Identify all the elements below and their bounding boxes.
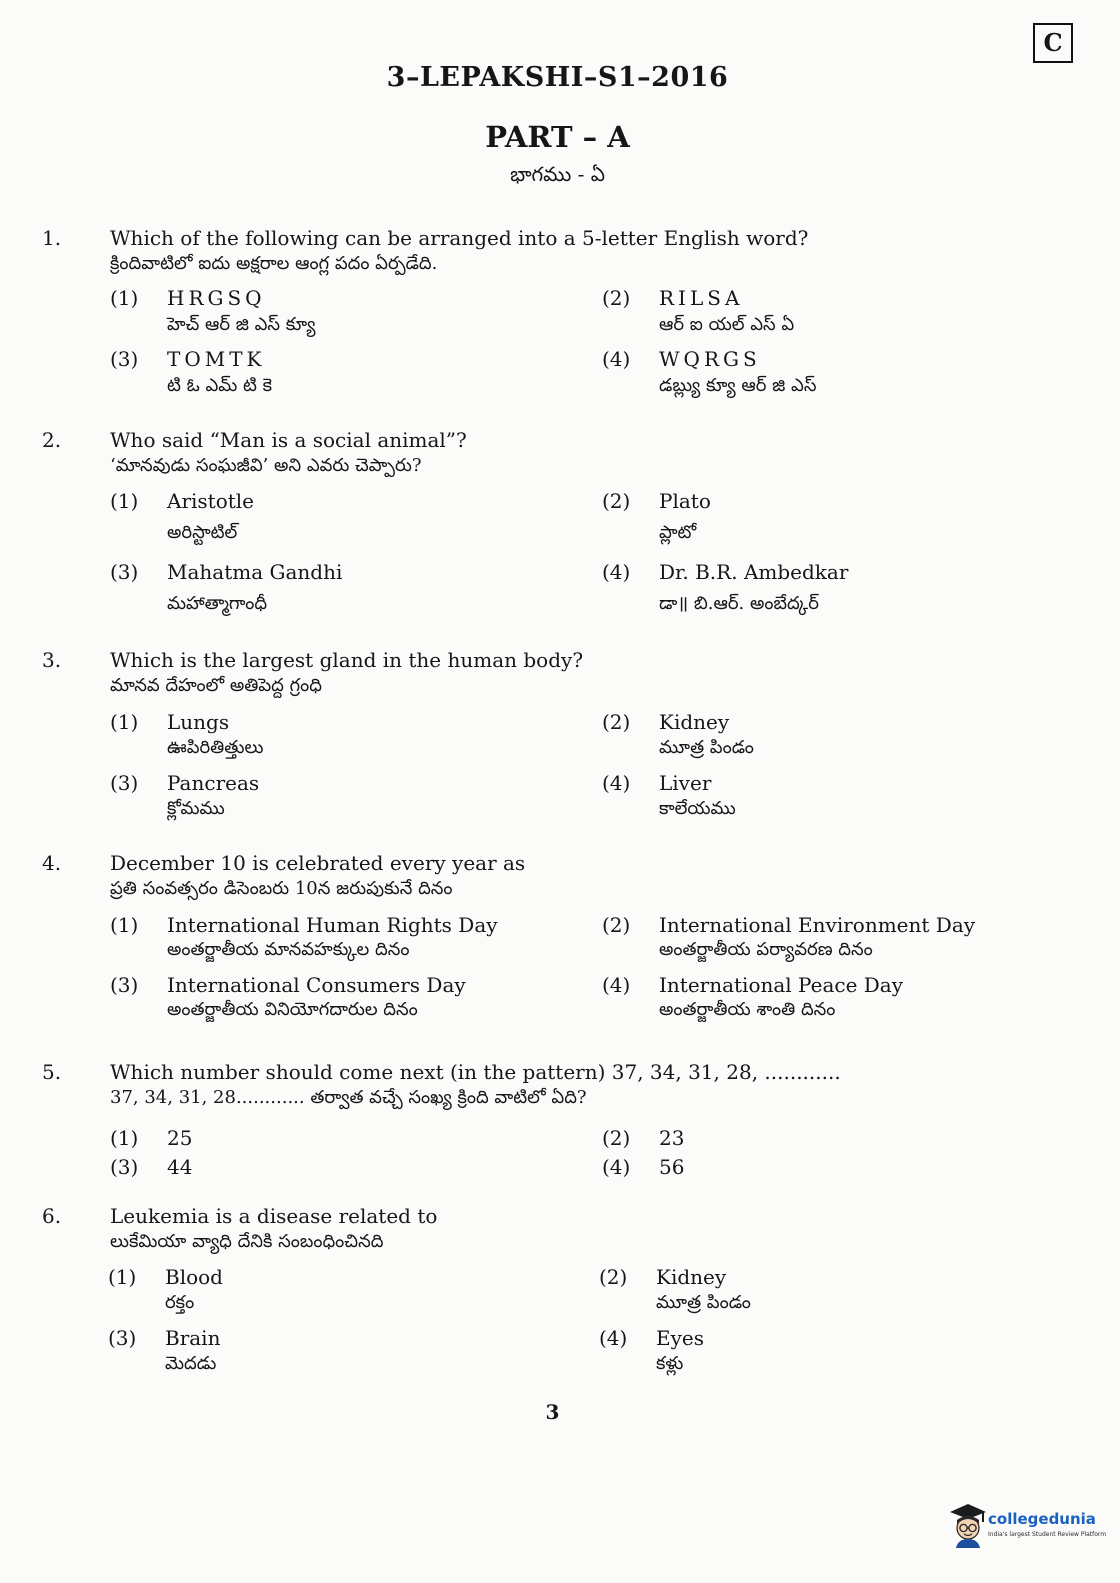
option-text: 23 xyxy=(659,1126,685,1150)
option-number: (4) xyxy=(602,560,631,584)
graduate-mascot-icon xyxy=(946,1500,988,1548)
option-text-telugu: మెదడు xyxy=(165,1353,217,1374)
option-number: (4) xyxy=(602,347,631,371)
option-text: Liver xyxy=(659,771,712,795)
option-number: (1) xyxy=(110,489,139,513)
question-text: Which number should come next (in the pattern) 37, 34, 31, 28, ............ xyxy=(110,1060,841,1084)
option-number: (2) xyxy=(602,710,631,734)
question-number: 6. xyxy=(42,1204,62,1228)
question-text-telugu: క్రిందివాటిలో ఐదు అక్షరాల ఆంగ్ల పదం ఏర్పడేది. xyxy=(110,253,438,274)
option-text: Brain xyxy=(165,1326,221,1350)
option-text-telugu: మూత్ర పిండం xyxy=(659,737,754,758)
option-number: (3) xyxy=(108,1326,137,1350)
option-number: (4) xyxy=(602,973,631,997)
option-text-telugu: ఊపిరితిత్తులు xyxy=(167,737,264,758)
option-number: (2) xyxy=(599,1265,628,1289)
option-number: (4) xyxy=(602,771,631,795)
option-text: HRGSQ xyxy=(167,286,266,310)
option-number: (2) xyxy=(602,1126,631,1150)
option-text: 44 xyxy=(167,1155,193,1179)
option-text-telugu: క్లోమము xyxy=(167,798,225,819)
option-text-telugu: డబ్ల్యు క్యూ ఆర్ జి ఎస్ xyxy=(659,375,817,396)
option-number: (2) xyxy=(602,286,631,310)
question-text: Leukemia is a disease related to xyxy=(110,1204,438,1228)
option-text-telugu: ప్లాటో xyxy=(659,522,697,543)
option-text: International Consumers Day xyxy=(167,973,466,997)
option-text-telugu: కళ్లు xyxy=(656,1353,684,1374)
option-text-telugu: రక్తం xyxy=(165,1292,195,1313)
question-text-telugu: ప్రతి సంవత్సరం డిసెంబరు 10న జరుపుకునే దినం xyxy=(110,878,453,899)
option-number: (1) xyxy=(110,286,139,310)
option-text: Pancreas xyxy=(167,771,260,795)
option-text: Kidney xyxy=(656,1265,727,1289)
question-number: 5. xyxy=(42,1060,62,1084)
option-number: (3) xyxy=(110,560,139,584)
option-text: Aristotle xyxy=(167,489,255,513)
option-number: (1) xyxy=(108,1265,137,1289)
option-text: TOMTK xyxy=(167,347,266,371)
option-text: WQRGS xyxy=(659,347,761,371)
option-text: 25 xyxy=(167,1126,193,1150)
option-number: (3) xyxy=(110,1155,139,1179)
option-text-telugu: ఆర్ ఐ యల్ ఎస్ ఏ xyxy=(659,314,795,335)
question-text: December 10 is celebrated every year as xyxy=(110,851,526,875)
collegedunia-watermark xyxy=(946,1500,1106,1550)
question-text-telugu: మానవ దేహంలో అతిపెద్ద గ్రంధి xyxy=(110,675,322,696)
page-number: 3 xyxy=(545,1400,560,1424)
question-number: 1. xyxy=(42,226,62,250)
option-text-telugu: టి ఓ ఎమ్ టి కె xyxy=(167,375,273,396)
option-text: Dr. B.R. Ambedkar xyxy=(659,560,849,584)
option-text: Kidney xyxy=(659,710,730,734)
option-number: (3) xyxy=(110,771,139,795)
option-text: Plato xyxy=(659,489,711,513)
option-text-telugu: మహాత్మాగాంధీ xyxy=(167,593,268,614)
option-number: (1) xyxy=(110,710,139,734)
option-text: International Human Rights Day xyxy=(167,913,498,937)
option-text: Lungs xyxy=(167,710,230,734)
part-title-telugu: భాగము - ఏ xyxy=(510,162,605,186)
option-text-telugu: అంతర్జాతీయ శాంతి దినం xyxy=(659,999,836,1020)
option-text-telugu: అంతర్జాతీయ వినియోగదారుల దినం xyxy=(167,999,418,1020)
option-number: (1) xyxy=(110,1126,139,1150)
paper-code-title: 3–LEPAKSHI–S1–2016 xyxy=(386,62,729,93)
option-number: (4) xyxy=(599,1326,628,1350)
question-number: 3. xyxy=(42,648,62,672)
option-number: (3) xyxy=(110,347,139,371)
set-code-box: C xyxy=(1033,23,1073,63)
question-text-telugu: ‘మానవుడు సంఘజీవి’ అని ఎవరు చెప్పారు? xyxy=(110,455,422,476)
option-text: 56 xyxy=(659,1155,685,1179)
question-text: Which of the following can be arranged into a 5-letter English word? xyxy=(110,226,809,250)
option-text: Blood xyxy=(165,1265,223,1289)
question-text: Who said “Man is a social animal”? xyxy=(110,428,467,452)
option-text: Mahatma Gandhi xyxy=(167,560,343,584)
option-text-telugu: అంతర్జాతీయ మానవహక్కుల దినం xyxy=(167,939,410,960)
option-number: (1) xyxy=(110,913,139,937)
option-text: RILSA xyxy=(659,286,744,310)
watermark-tagline: India's largest Student Review Platform xyxy=(988,1531,1107,1538)
question-number: 2. xyxy=(42,428,62,452)
part-title: PART – A xyxy=(485,120,630,154)
option-number: (4) xyxy=(602,1155,631,1179)
question-text-telugu: 37, 34, 31, 28............ తర్వాత వచ్చే సంఖ్య క్రింది వాటిలో ఏది? xyxy=(110,1087,587,1108)
option-text-telugu: మూత్ర పిండం xyxy=(656,1292,751,1313)
option-text-telugu: డా॥ బి.ఆర్. అంబేద్కర్ xyxy=(659,593,819,614)
option-number: (2) xyxy=(602,489,631,513)
option-number: (3) xyxy=(110,973,139,997)
watermark-brand: collegedunia xyxy=(988,1510,1096,1528)
question-text-telugu: లుకేమియా వ్యాధి దేనికి సంబంధించినది xyxy=(110,1231,384,1252)
option-text-telugu: కాలేయము xyxy=(659,798,736,819)
option-text-telugu: హెచ్ ఆర్ జి ఎస్ క్యూ xyxy=(167,314,316,335)
option-text: Eyes xyxy=(656,1326,704,1350)
question-text: Which is the largest gland in the human body? xyxy=(110,648,584,672)
option-text: International Peace Day xyxy=(659,973,904,997)
option-text-telugu: అంతర్జాతీయ పర్యావరణ దినం xyxy=(659,939,873,960)
option-text-telugu: అరిస్టాటిల్ xyxy=(167,522,238,543)
option-text: International Environment Day xyxy=(659,913,976,937)
option-number: (2) xyxy=(602,913,631,937)
question-number: 4. xyxy=(42,851,62,875)
